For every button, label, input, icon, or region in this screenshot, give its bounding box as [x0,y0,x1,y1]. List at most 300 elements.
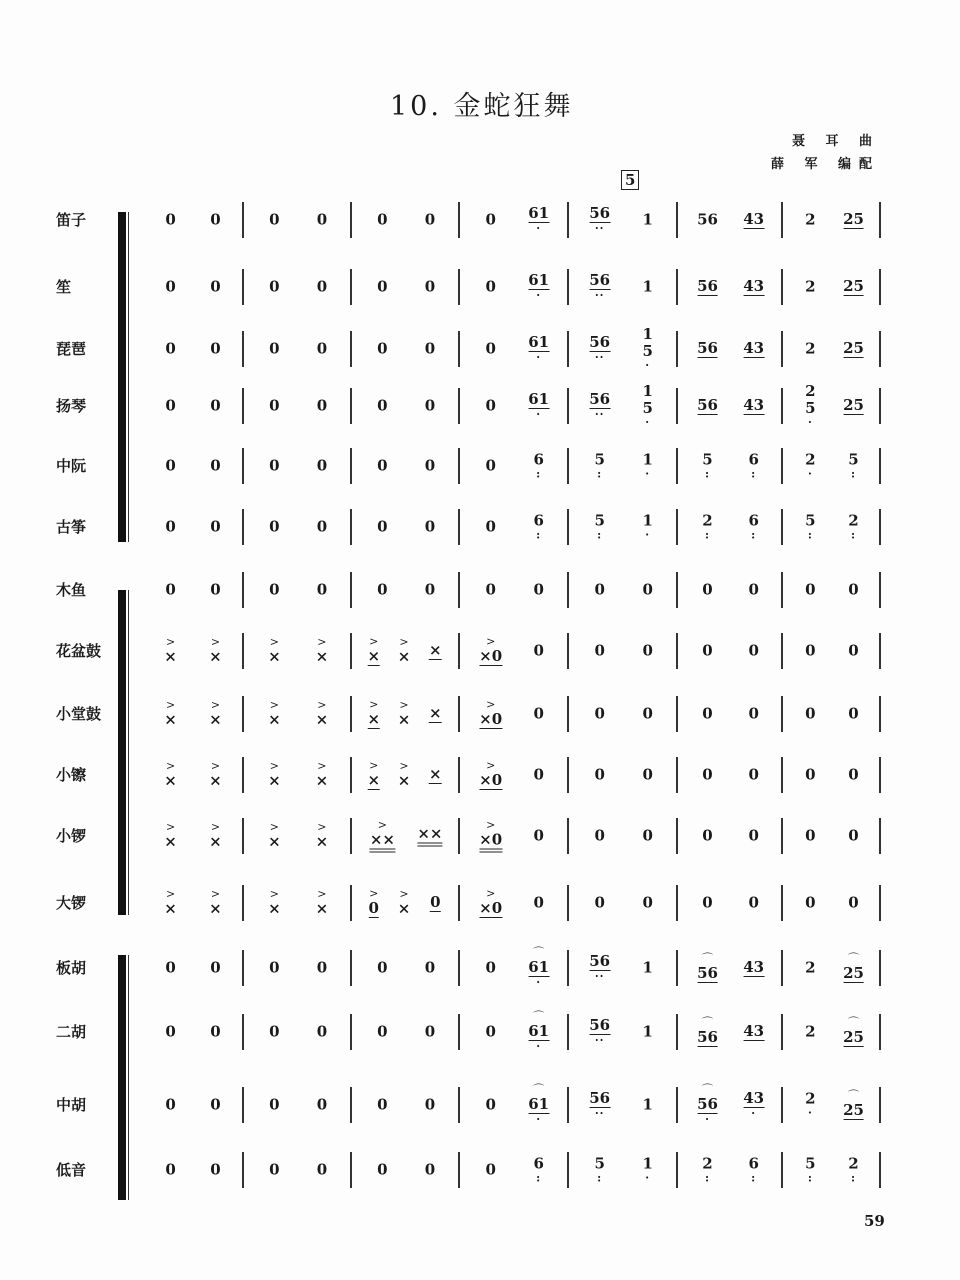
barline [242,269,244,305]
note [642,326,652,372]
note-value: 43 [743,396,765,414]
note-value: 0 [165,1095,176,1114]
note-value: 2 [805,1089,816,1108]
note-value: 0 [848,765,859,784]
note [398,889,411,918]
note [642,383,652,429]
note [165,212,175,229]
note [269,519,279,536]
note [702,582,712,599]
note [642,1024,652,1041]
note [485,398,495,415]
accent-mark: > [317,759,327,773]
note [642,582,652,599]
note-value: 0 [848,826,859,845]
octave-dots: · [645,528,651,542]
accent-mark: > [269,759,279,773]
note-value: × [315,771,329,790]
barline [879,885,881,921]
octave-dots: : [751,467,757,481]
barline [781,818,783,854]
barline [781,950,783,986]
accent-mark: > [210,820,221,834]
note-value: 0 [316,396,328,415]
note-value: 2 [702,1154,713,1173]
note-value: 0 [210,1095,221,1114]
note [843,1090,864,1120]
instrument-label: 花盆鼓 [56,642,102,660]
barline [781,509,783,545]
note [377,519,387,536]
barline [458,818,460,854]
note [164,889,177,918]
note-value: 0 [805,826,816,845]
barline [350,202,352,238]
note-value: × [397,710,411,729]
barline [458,509,460,545]
barline [676,448,678,484]
barline [676,509,678,545]
barline [879,633,881,669]
note-value: 0 [642,893,653,912]
barline [879,448,881,484]
note [528,947,549,989]
note-value: 43 [743,277,765,295]
note [589,205,610,235]
note [485,341,495,358]
barline [458,885,460,921]
note-value: 0 [316,517,328,536]
slur-mark: ⌒ [848,952,860,965]
note [165,582,175,599]
barline [676,269,678,305]
barline [676,1087,678,1123]
barline [458,1014,460,1050]
note-value: 0 [316,958,328,977]
barline [879,572,881,608]
barline [676,331,678,367]
note [425,519,435,536]
accent-mark: > [210,887,221,901]
note-value: 0 [269,517,280,536]
barline [567,388,569,424]
barline [350,572,352,608]
note [702,1156,712,1185]
note-value: 0 [485,1160,496,1179]
note-value: 0 [424,1022,436,1041]
note-value: 6 [748,511,759,530]
note [848,767,858,784]
barline [458,448,460,484]
note-value: 0 [269,339,280,358]
note [642,1097,652,1114]
note-value: 0 [642,826,653,845]
note-value: 61 [528,271,550,289]
barline [242,331,244,367]
note [848,582,858,599]
note [398,700,411,729]
note-value: ×0 [479,710,503,728]
note [317,519,327,536]
barline [879,331,881,367]
note [209,700,222,729]
note [485,1024,495,1041]
note [316,761,329,790]
note-value: 0 [316,210,328,229]
accent-mark: > [210,698,221,712]
note-value: 0 [748,580,759,599]
note [743,397,764,415]
note-value: × [429,641,442,659]
note-value: 0 [210,277,221,296]
note-value: ×0 [479,647,503,665]
note [425,1162,435,1179]
note [269,341,279,358]
note [642,767,652,784]
note-value: 0 [485,517,496,536]
accent-mark: > [486,887,496,900]
note-value: 0 [485,958,496,977]
note [805,1156,815,1185]
barline [567,633,569,669]
note-value: 0 [805,641,816,660]
note-value: 0 [702,641,713,660]
note-value: 0 [377,396,388,415]
note [594,643,604,660]
barline [242,1152,244,1188]
note [805,895,815,912]
note [164,637,177,666]
note [642,706,652,723]
accent-mark: > [317,820,327,834]
note [269,1162,279,1179]
note [642,212,652,229]
note-value: 0 [848,580,859,599]
note-value: 2 [805,339,816,358]
note-value: 0 [316,277,328,296]
note-value: 56 [589,204,611,222]
note [743,278,764,296]
note-value: 2 [805,277,816,296]
note [317,1162,327,1179]
note [268,637,281,666]
note [165,398,175,415]
barline [676,885,678,921]
accent-mark: > [486,818,496,832]
octave-dots: : [704,467,711,481]
note-value: 25 [843,210,864,228]
barline [458,950,460,986]
note-value: 1 [642,450,653,469]
note-value: 0 [269,1160,280,1179]
accent-mark: > [399,887,409,901]
note [268,700,281,729]
octave-dots: · [536,1040,542,1053]
note [589,391,610,421]
octave-dots: · [807,1106,813,1120]
note [702,706,712,723]
note [317,458,327,475]
note [848,828,858,845]
note [843,211,864,229]
note [533,582,543,599]
note [209,761,222,790]
note [843,278,864,296]
accent-mark: > [317,887,327,901]
note [805,767,815,784]
barline [879,1014,881,1050]
note [805,960,815,977]
group-bracket-percussion [118,590,126,915]
note-value: 56 [697,277,718,295]
note-value: 0 [165,210,176,229]
barline [567,1152,569,1188]
note [843,340,864,358]
composer-credit: 聂 耳 曲 [791,134,880,149]
note [210,279,220,296]
barline [242,388,244,424]
instrument-label: 中胡 [56,1096,87,1114]
note [210,341,220,358]
barline [242,818,244,854]
note-value: × [209,771,222,790]
note [377,1162,387,1179]
note-value: 2 [805,450,816,469]
note-value: 6 [533,450,544,469]
barline [242,1087,244,1123]
barline [350,1152,352,1188]
note [748,895,758,912]
note [479,636,502,666]
barline [567,202,569,238]
note-value: 0 [269,210,280,229]
note [743,959,764,977]
note [316,700,329,729]
barline [781,885,783,921]
note-value: 5 [805,1154,816,1173]
note-value: 0 [594,826,605,845]
note-value: 0 [424,1160,436,1179]
note [367,636,380,666]
note [210,398,220,415]
note-value: 6 [748,450,759,469]
note-value: × [397,647,411,666]
note-value: 6 [748,1154,759,1173]
note-value: 56 [589,952,611,970]
note-value: 0 [269,1022,280,1041]
note [533,895,543,912]
barline [242,202,244,238]
octave-dots: · [807,467,813,481]
note [377,279,387,296]
note [702,895,712,912]
note [210,1024,220,1041]
note-value: 0 [642,580,653,599]
note-value: 0 [165,1160,176,1179]
instrument-label: 板胡 [56,959,87,977]
octave-dots: : [536,467,542,481]
note [425,1024,435,1041]
note [702,767,712,784]
note-value: × [209,899,222,918]
note-value: 2 [805,958,816,977]
accent-mark: > [317,635,327,649]
note [748,828,758,845]
note-value: 0 [316,580,328,599]
note-value: 0 [533,893,544,912]
note-value: 0 [594,641,605,660]
octave-dots: · [536,1113,542,1126]
note-value: 0 [805,765,816,784]
octave-dots: · [536,289,542,302]
note [528,205,549,235]
note-value: 0 [210,517,221,536]
barline [242,633,244,669]
note-value: 0 [594,580,605,599]
note [369,888,379,918]
octave-dots: ·· [594,351,605,364]
barline [676,950,678,986]
barline [350,1087,352,1123]
barline [567,509,569,545]
instrument-label: 笛子 [56,211,87,229]
note [805,582,815,599]
note-value: 0 [848,641,859,660]
barline [567,1014,569,1050]
note [697,953,718,983]
barline [350,1014,352,1050]
note-value: 25 [843,339,864,357]
note [367,699,380,729]
note-value: 0 [424,517,436,536]
barline [676,818,678,854]
barline [350,388,352,424]
barline [567,696,569,732]
note-value: 5 [594,450,605,469]
note [697,278,718,296]
note [642,513,652,542]
note-value: 1 [642,277,653,296]
note [210,960,220,977]
octave-dots: : [597,1171,603,1185]
note-value: 0 [424,958,436,977]
octave-dots: ·· [594,970,605,983]
note-value: 0 [165,1022,176,1041]
barline [879,269,881,305]
barline [676,388,678,424]
note [594,452,604,481]
slur-mark: ⌒ [848,1089,860,1102]
note-value: 56 [697,1028,718,1046]
note [843,953,864,983]
note [377,341,387,358]
octave-dots: · [536,976,542,989]
note-value: × [397,899,411,918]
note [594,706,604,723]
note-value: 0 [165,277,176,296]
accent-mark: > [269,820,279,834]
note-value: × [268,710,281,729]
octave-dots: ·· [594,222,605,235]
note-value: 0 [424,456,436,475]
note [697,1017,718,1047]
note [528,391,549,421]
note [479,888,502,918]
note [642,452,652,481]
note [805,706,815,723]
note [748,706,758,723]
note [702,828,712,845]
octave-dots: : [597,528,603,542]
accent-mark: > [269,635,279,649]
barline [458,572,460,608]
note [377,960,387,977]
barline [676,202,678,238]
note-value: 61 [528,1022,550,1040]
note-value: 25 [843,1101,864,1119]
barline [879,757,881,793]
note [317,398,327,415]
note-value: 1 [642,958,653,977]
barline [350,885,352,921]
note [697,212,718,229]
barline [567,1087,569,1123]
note [165,341,175,358]
note-value: 0 [316,339,328,358]
rehearsal-mark: 5 [621,170,639,190]
note-value: × [164,771,177,790]
note-value: 0 [533,580,544,599]
barline [781,696,783,732]
note [268,761,281,790]
note-value: 0 [377,277,388,296]
note-value: 0 [377,1022,388,1041]
note-value: 0 [269,456,280,475]
note-value: 0 [533,826,544,845]
note [743,340,764,358]
octave-dots: : [704,528,711,542]
octave-dots: ·· [594,289,605,302]
note [164,822,177,851]
note [848,1156,858,1185]
barline [781,757,783,793]
note-value: ×0 [479,771,503,789]
note [485,582,495,599]
note [164,700,177,729]
note-value: 56 [697,339,718,357]
note-value: 56 [589,271,611,289]
note-value: 43 [743,339,765,357]
octave-dots: · [536,222,542,235]
note-value: ×0 [479,899,503,917]
barline [242,448,244,484]
accent-mark: > [165,635,176,649]
note [485,279,495,296]
accent-mark: > [369,698,379,711]
note-value: 5 [702,450,713,469]
note-value: 0 [424,1095,436,1114]
note-value: 56 [697,964,718,982]
note-value: 0 [424,580,436,599]
accent-mark: > [269,887,279,901]
barline [458,1087,460,1123]
octave-dots: · [645,416,651,429]
note-value: 2 [805,1022,816,1041]
note [594,513,604,542]
note [398,761,411,790]
octave-dots: · [807,416,813,429]
note-value: 0 [430,893,441,911]
